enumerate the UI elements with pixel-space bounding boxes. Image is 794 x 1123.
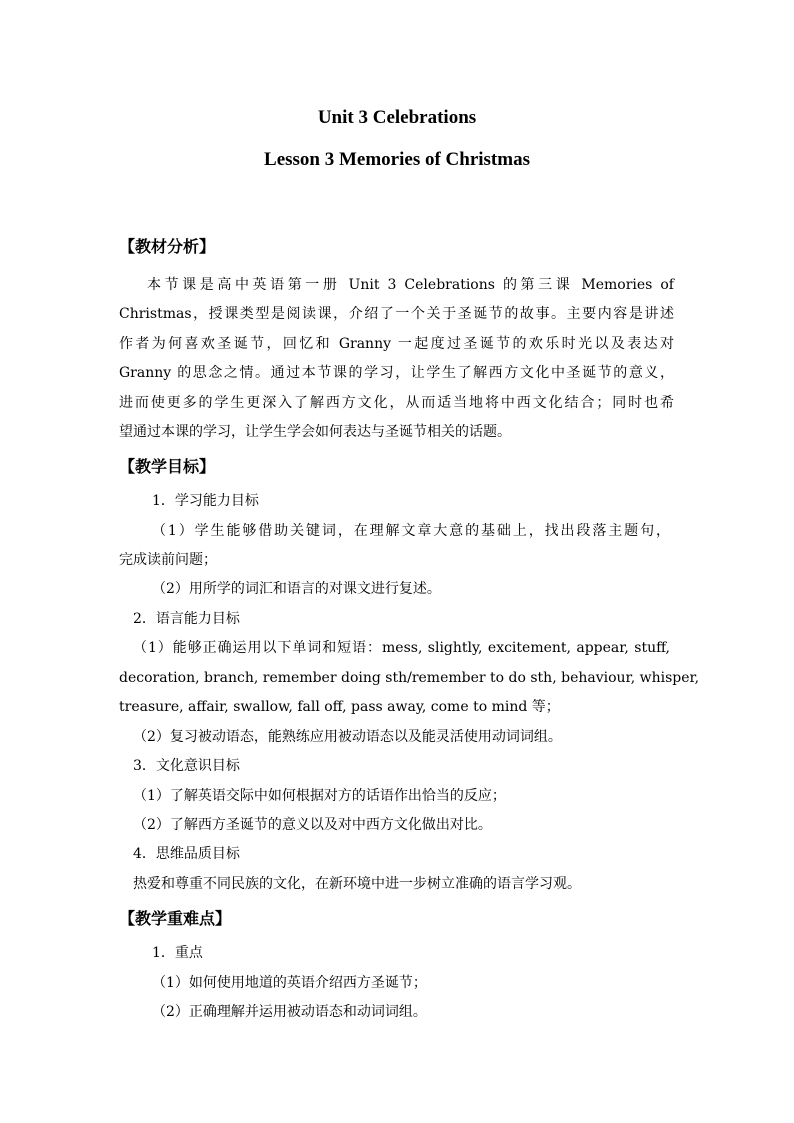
objective-sub-item: （1）学生能够借助关键词，在理解文章大意的基础上，找出段落主题句， (152, 523, 670, 539)
objective-item-title: 1．学习能力目标 (152, 493, 259, 509)
analysis-paragraph-line: Granny 的思念之情。通过本节课的学习，让学生了解西方文化中圣诞节的意义， (119, 365, 674, 381)
key-point-sub-item: （2）正确理解并运用被动语态和动词词组。 (152, 1004, 427, 1020)
analysis-paragraph-line: 望通过本课的学习，让学生学会如何表达与圣诞节相关的话题。 (119, 424, 511, 440)
objective-text: 热爱和尊重不同民族的文化，在新环境中进一步树立准确的语言学习观。 (133, 876, 581, 892)
objective-sub-item: （2）复习被动语态，能熟练应用被动语态以及能灵活使用动词词组。 (133, 729, 562, 745)
objective-item-title: 2．语言能力目标 (133, 611, 240, 627)
analysis-paragraph-line: 作者为何喜欢圣诞节，回忆和 Granny 一起度过圣诞节的欢乐时光以及表达对 (119, 336, 674, 352)
document-title: Unit 3 Celebrations (317, 107, 477, 128)
objective-sub-item: 完成读前问题； (119, 552, 217, 568)
section-heading-objectives: 【教学目标】 (119, 457, 216, 476)
key-point-item-title: 1．重点 (152, 945, 203, 961)
objective-item-title: 3．文化意识目标 (133, 758, 240, 774)
analysis-paragraph-line: 本节课是高中英语第一册 Unit 3 Celebrations 的第三课 Memories of (147, 277, 674, 293)
section-heading-analysis: 【教材分析】 (119, 237, 216, 256)
analysis-paragraph-line: 进而使更多的学生更深入了解西方文化，从而适当地将中西文化结合；同时也希 (119, 395, 674, 411)
objective-sub-item: （1）了解英语交际中如何根据对方的话语作出恰当的反应； (133, 788, 506, 804)
objective-sub-item: decoration, branch, remember doing sth/remember to do sth, behaviour, whisper, (119, 670, 700, 686)
objective-sub-item: （2）用所学的词汇和语言的对课文进行复述。 (152, 581, 441, 597)
analysis-paragraph-line: Christmas，授课类型是阅读课，介绍了一个关于圣诞节的故事。主要内容是讲述 (119, 306, 674, 322)
key-point-sub-item: （1）如何使用地道的英语介绍西方圣诞节； (152, 975, 427, 991)
objective-sub-item: treasure, affair, swallow, fall off, pass away, come to mind 等； (119, 699, 560, 715)
objective-sub-item: （2）了解西方圣诞节的意义以及对中西方文化做出对比。 (133, 817, 492, 833)
section-heading-key-points: 【教学重难点】 (119, 909, 232, 928)
objective-sub-item: （1）能够正确运用以下单词和短语：mess, slightly, excitement, appear, stuff, (133, 640, 670, 656)
document-subtitle: Lesson 3 Memories of Christmas (264, 149, 530, 170)
objective-item-title: 4．思维品质目标 (133, 846, 240, 862)
